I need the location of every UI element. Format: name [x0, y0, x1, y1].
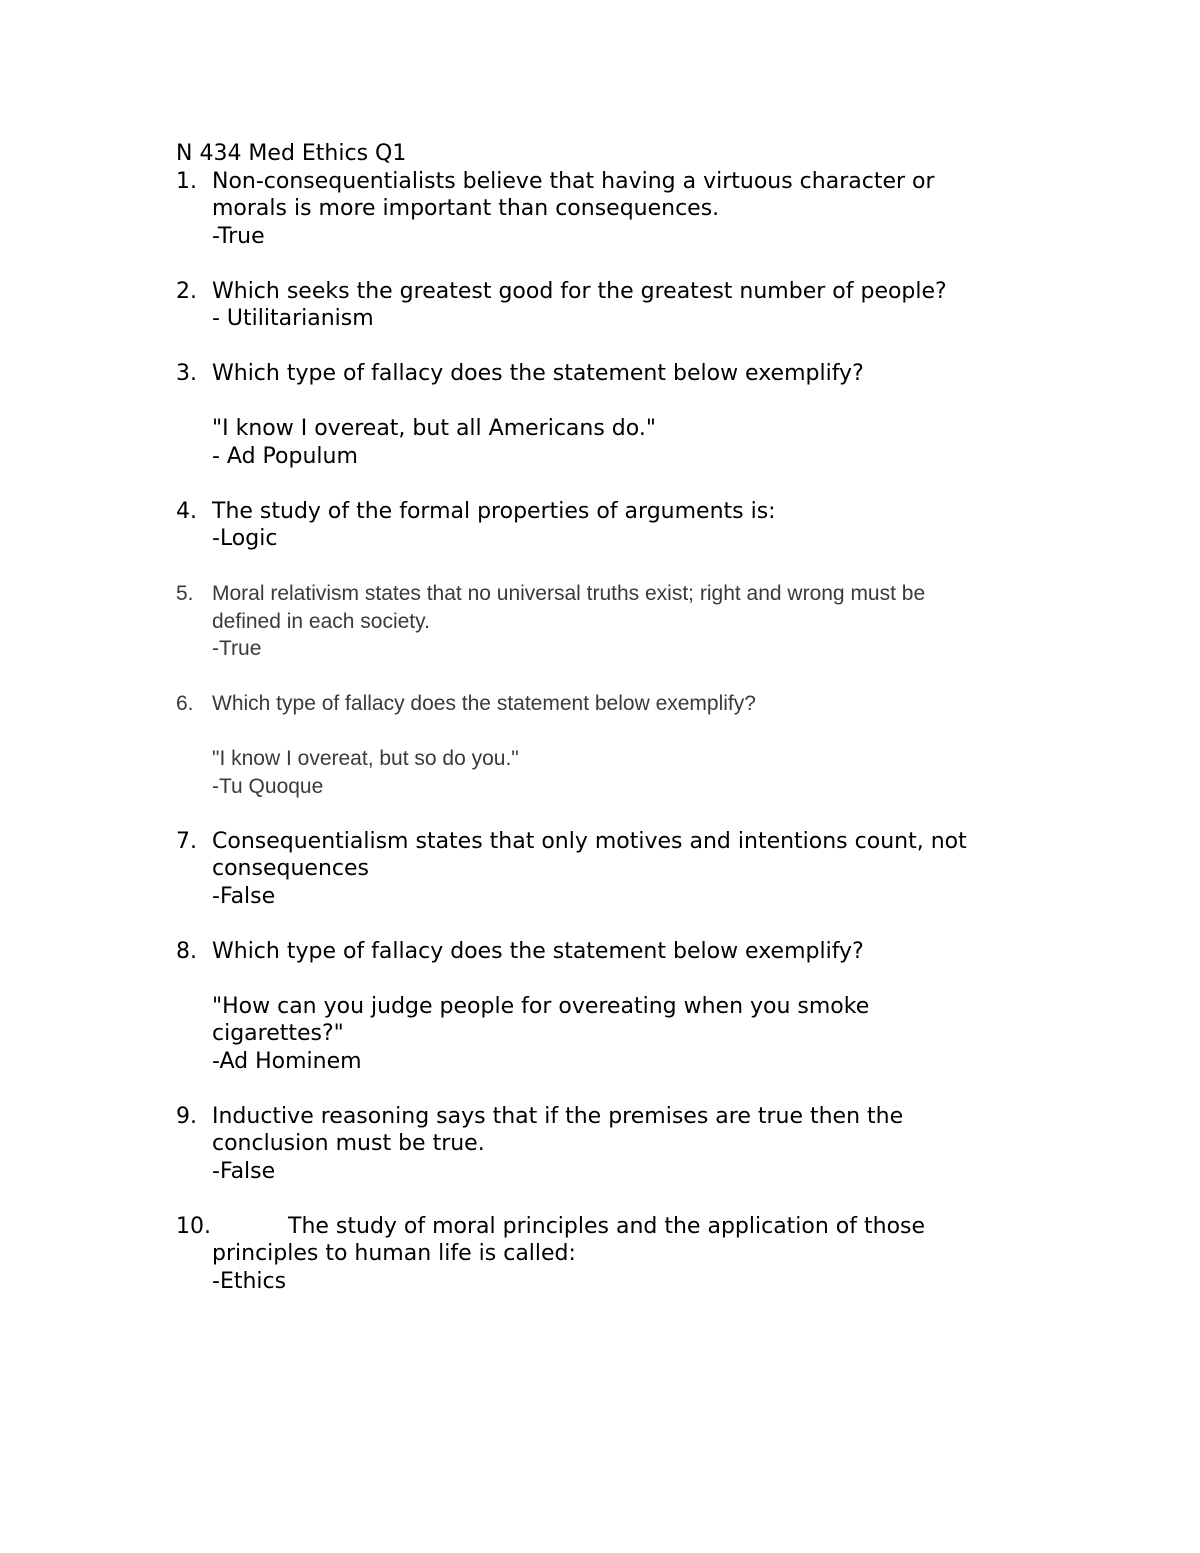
question-answer: - Utilitarianism	[212, 306, 374, 331]
question-answer: - Ad Populum	[212, 443, 358, 469]
document-title: N 434 Med Ethics Q1	[176, 141, 407, 166]
question-number: 10.	[176, 1213, 211, 1239]
question-answer: -Tu Quoque	[212, 774, 324, 798]
question-text: Which type of fallacy does the statement below exemplify?	[212, 692, 756, 715]
question-quote: "I know I overeat, but all Americans do."	[212, 416, 656, 441]
question-quote: "How can you judge people for overeating when you smoke	[212, 993, 870, 1019]
question-quote: cigarettes?"	[212, 1021, 344, 1046]
question-2	[176, 278, 1056, 333]
blank-line	[212, 965, 1056, 993]
question-number: 7.	[176, 828, 197, 854]
question-answer: -True	[212, 637, 262, 660]
question-4	[176, 498, 1056, 553]
question-text: Consequentialism states that only motives and intentions count, not	[212, 828, 967, 854]
question-text: consequences	[212, 856, 369, 881]
question-text: The study of the formal properties of arguments is:	[212, 498, 776, 524]
question-number: 4.	[176, 498, 197, 524]
question-5	[176, 580, 1056, 663]
question-8	[176, 938, 1056, 1076]
question-answer: -Ad Hominem	[212, 1048, 362, 1074]
question-number: 3.	[176, 361, 197, 386]
question-text: conclusion must be true.	[212, 1131, 485, 1156]
question-answer: -False	[212, 883, 276, 909]
question-text: The study of moral principles and the application of those	[288, 1213, 926, 1239]
question-text: Which type of fallacy does the statement below exemplify?	[212, 361, 864, 386]
question-1	[176, 168, 1056, 251]
question-answer: -Ethics	[212, 1268, 287, 1294]
document-body	[176, 140, 1056, 1295]
question-number: 6.	[176, 692, 194, 715]
question-number: 5.	[176, 582, 194, 605]
question-text: Inductive reasoning says that if the premises are true then the	[212, 1103, 904, 1129]
question-number: 2.	[176, 278, 197, 304]
question-answer: -False	[212, 1158, 276, 1184]
question-text: Non-consequentialists believe that having a virtuous character or	[212, 168, 935, 194]
question-text: Which type of fallacy does the statement below exemplify?	[212, 938, 864, 964]
question-number: 1.	[176, 168, 197, 194]
question-answer: -True	[212, 223, 265, 249]
question-text: Which seeks the greatest good for the greatest number of people?	[212, 278, 947, 304]
question-10	[176, 1213, 1056, 1296]
question-7	[176, 828, 1056, 911]
question-6	[176, 690, 1056, 800]
question-first-line	[176, 1213, 1056, 1241]
question-3	[176, 360, 1056, 470]
question-quote: "I know I overeat, but so do you."	[212, 747, 519, 770]
question-9	[176, 1103, 1056, 1186]
question-text: morals is more important than consequences.	[212, 196, 720, 221]
question-text: Moral relativism states that no universal truths exist; right and wrong must be	[212, 582, 926, 605]
question-number: 8.	[176, 938, 197, 964]
blank-line	[212, 718, 1056, 746]
question-number: 9.	[176, 1103, 197, 1129]
question-text: defined in each society.	[212, 609, 430, 633]
question-text: principles to human life is called:	[212, 1241, 576, 1266]
blank-line	[212, 388, 1056, 416]
question-answer: -Logic	[212, 526, 278, 551]
